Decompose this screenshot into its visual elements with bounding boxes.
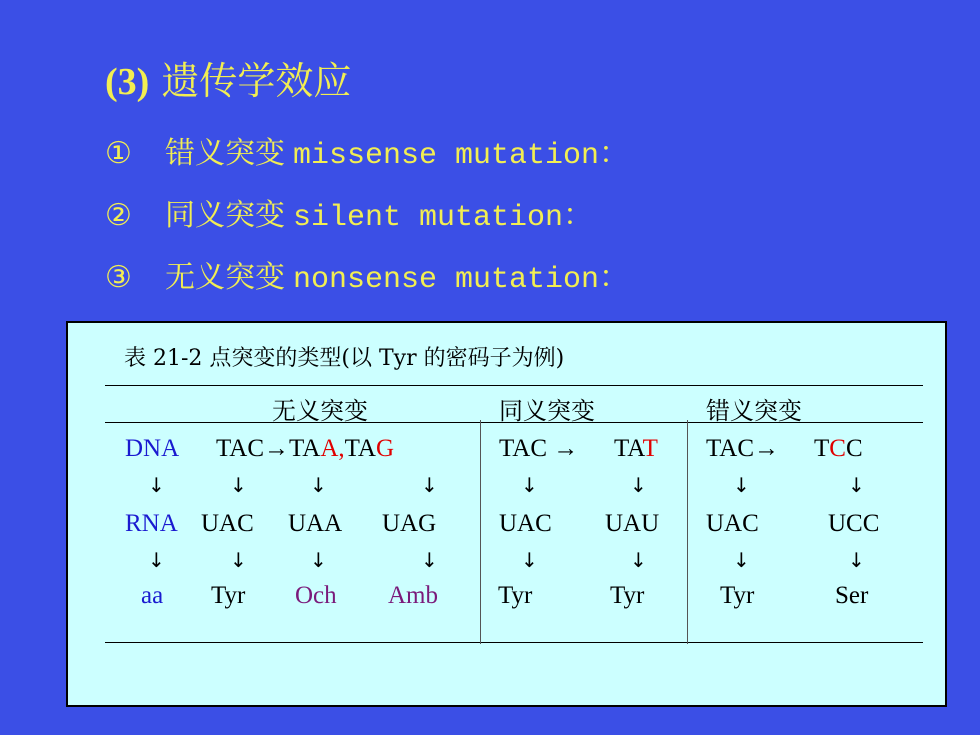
table-divider	[687, 420, 688, 644]
dna-taa-mutation: A	[320, 435, 339, 462]
down-arrow-icon: ↓	[148, 473, 165, 497]
heading-number: (3)	[105, 61, 150, 103]
bullet-marker: ②	[105, 198, 132, 233]
down-arrow-icon: ↓	[421, 548, 438, 572]
aa-cell: Tyr	[498, 582, 533, 609]
bullet-cn-label: 同义突变	[165, 198, 285, 233]
table-rule-bottom	[105, 642, 923, 643]
bullet-cn-label: 错义突变	[165, 136, 285, 171]
aa-cell: Tyr	[610, 582, 645, 609]
dna-missense-to-suffix: C	[845, 435, 863, 462]
down-arrow-icon: ↓	[421, 473, 438, 497]
header-silent: 同义突变	[499, 397, 595, 425]
dna-silent-to-mutation: T	[642, 435, 658, 462]
dna-from: TAC→	[216, 435, 289, 462]
bullet-marker: ①	[105, 136, 132, 171]
dna-comma: ,	[338, 435, 345, 462]
rna-cell: UAC	[499, 510, 552, 537]
down-arrow-icon: ↓	[230, 548, 247, 572]
rna-label: RNA	[125, 510, 178, 537]
dna-missense-to-prefix: T	[814, 435, 830, 462]
down-arrow-icon: ↓	[310, 473, 327, 497]
rna-cell: UAC	[201, 510, 254, 537]
down-arrow-icon: ↓	[733, 548, 750, 572]
aa-cell-stop: Amb	[388, 582, 438, 609]
dna-silent-to-prefix: TA	[614, 435, 643, 462]
dna-silent-to	[614, 435, 658, 463]
bullet-silent	[105, 190, 593, 235]
down-arrow-icon: ↓	[630, 473, 647, 497]
aa-cell: Tyr	[211, 582, 246, 609]
dna-tag-prefix: TA	[344, 435, 376, 462]
down-arrow-icon: ↓	[521, 473, 538, 497]
down-arrow-icon: ↓	[521, 548, 538, 572]
aa-label: aa	[141, 582, 164, 609]
mutation-table-panel	[66, 321, 947, 707]
down-arrow-icon: ↓	[148, 548, 165, 572]
dna-row	[125, 435, 179, 463]
down-arrow-icon: ↓	[310, 548, 327, 572]
rna-cell: UAC	[706, 510, 759, 537]
dna-missense-to-mutation: C	[829, 435, 846, 462]
down-arrow-icon: ↓	[848, 473, 865, 497]
dna-silent-from: TAC →	[499, 435, 579, 462]
rna-cell: UCC	[828, 510, 880, 537]
heading-text: 遗传学效应	[161, 59, 352, 103]
bullet-cn-label: 无义突变	[165, 260, 285, 295]
dna-missense-cell	[706, 435, 779, 463]
down-arrow-icon: ↓	[733, 473, 750, 497]
header-missense: 错义突变	[706, 397, 802, 425]
table-caption: 表 21-2 点突变的类型(以 Tyr 的密码子为例)	[124, 346, 565, 371]
rna-cell: UAG	[382, 510, 437, 537]
dna-missense-to	[814, 435, 863, 463]
dna-label: DNA	[125, 435, 180, 462]
table-rule-top	[105, 385, 923, 386]
table-divider	[480, 420, 481, 644]
bullet-en-label: nonsense mutation：	[293, 263, 630, 297]
bullet-en-label: missense mutation：	[293, 139, 630, 173]
dna-tag-mutation: G	[375, 435, 395, 462]
aa-cell: Ser	[835, 582, 869, 609]
dna-taa-prefix: TA	[289, 435, 321, 462]
down-arrow-icon: ↓	[230, 473, 247, 497]
dna-silent-cell	[499, 435, 578, 463]
rna-cell: UAU	[605, 510, 660, 537]
rna-cell: UAA	[288, 510, 343, 537]
bullet-en-label: silent mutation：	[293, 201, 594, 235]
down-arrow-icon: ↓	[848, 548, 865, 572]
aa-cell: Tyr	[720, 582, 755, 609]
slide-heading	[105, 50, 351, 105]
aa-cell-stop: Och	[295, 582, 337, 609]
dna-nonsense-cell	[216, 435, 394, 463]
down-arrow-icon: ↓	[630, 548, 647, 572]
bullet-marker: ③	[105, 260, 132, 295]
dna-missense-from: TAC→	[706, 435, 779, 462]
bullet-missense	[105, 128, 629, 173]
header-nonsense: 无义突变	[272, 397, 368, 425]
bullet-nonsense	[105, 252, 629, 297]
